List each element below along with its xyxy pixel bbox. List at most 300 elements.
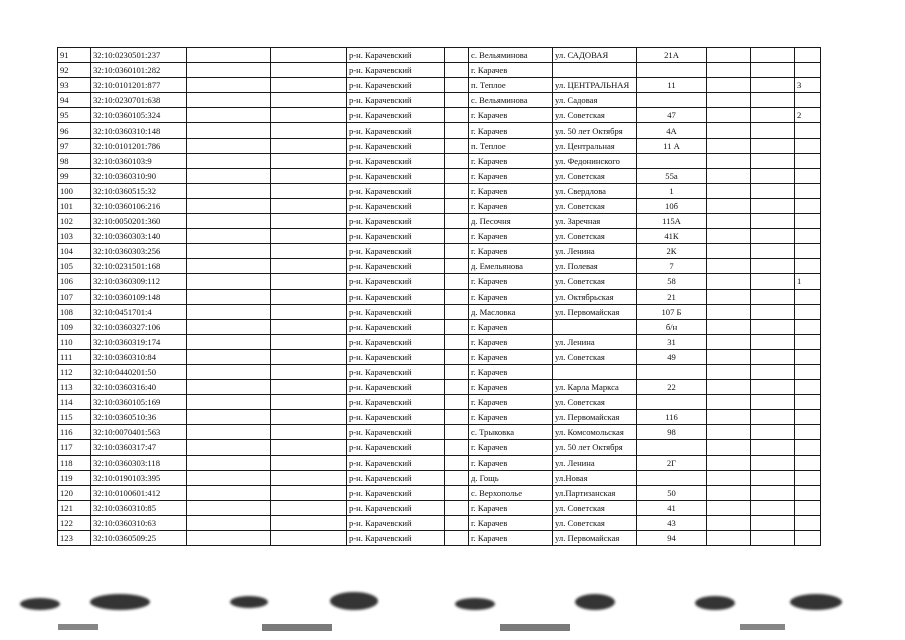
extra-value-cell — [795, 455, 821, 470]
empty-cell — [445, 78, 469, 93]
empty-cell — [271, 470, 347, 485]
empty-cell — [751, 470, 795, 485]
empty-cell — [445, 304, 469, 319]
cadastral-number-cell: 32:10:0360303:256 — [91, 244, 187, 259]
empty-cell — [445, 485, 469, 500]
table-row — [58, 274, 821, 289]
empty-cell — [751, 364, 795, 379]
table-row — [58, 364, 821, 379]
empty-cell — [187, 123, 271, 138]
house-number-cell — [637, 440, 707, 455]
table-row — [58, 214, 821, 229]
empty-cell — [751, 455, 795, 470]
empty-cell — [751, 93, 795, 108]
empty-cell — [187, 515, 271, 530]
street-cell: ул. Советская — [553, 395, 637, 410]
cadastral-number-cell: 32:10:0360327:106 — [91, 319, 187, 334]
street-cell: ул. Советская — [553, 349, 637, 364]
locality-cell: г. Карачев — [469, 274, 553, 289]
cadastral-number-cell: 32:10:0230701:638 — [91, 93, 187, 108]
row-number-cell: 92 — [58, 63, 91, 78]
empty-cell — [271, 485, 347, 500]
empty-cell — [271, 410, 347, 425]
row-number-cell: 96 — [58, 123, 91, 138]
table-body — [58, 48, 821, 546]
locality-cell: д. Масловка — [469, 304, 553, 319]
empty-cell — [445, 455, 469, 470]
land-parcel-table — [57, 47, 821, 546]
empty-cell — [445, 380, 469, 395]
empty-cell — [445, 500, 469, 515]
house-number-cell — [637, 153, 707, 168]
extra-value-cell — [795, 349, 821, 364]
row-number-cell: 108 — [58, 304, 91, 319]
district-cell: р-н. Карачевский — [347, 531, 445, 546]
empty-cell — [445, 364, 469, 379]
cadastral-number-cell: 32:10:0360317:47 — [91, 440, 187, 455]
empty-cell — [707, 274, 751, 289]
table-row — [58, 183, 821, 198]
empty-cell — [187, 425, 271, 440]
empty-cell — [445, 138, 469, 153]
street-cell — [553, 364, 637, 379]
locality-cell: г. Карачев — [469, 319, 553, 334]
scan-noise-strip — [0, 588, 905, 640]
empty-cell — [707, 108, 751, 123]
empty-cell — [187, 470, 271, 485]
extra-value-cell — [795, 395, 821, 410]
empty-cell — [271, 289, 347, 304]
street-cell: ул. 50 лет Октября — [553, 123, 637, 138]
cadastral-number-cell: 32:10:0360103:9 — [91, 153, 187, 168]
district-cell: р-н. Карачевский — [347, 123, 445, 138]
street-cell: ул. Советская — [553, 515, 637, 530]
extra-value-cell — [795, 63, 821, 78]
house-number-cell: 116 — [637, 410, 707, 425]
empty-cell — [751, 485, 795, 500]
empty-cell — [271, 63, 347, 78]
empty-cell — [707, 48, 751, 63]
house-number-cell: 47 — [637, 108, 707, 123]
locality-cell: д. Гощь — [469, 470, 553, 485]
empty-cell — [187, 153, 271, 168]
empty-cell — [707, 515, 751, 530]
extra-value-cell — [795, 319, 821, 334]
locality-cell: г. Карачев — [469, 198, 553, 213]
locality-cell: г. Карачев — [469, 349, 553, 364]
house-number-cell — [637, 364, 707, 379]
empty-cell — [751, 168, 795, 183]
district-cell: р-н. Карачевский — [347, 455, 445, 470]
district-cell: р-н. Карачевский — [347, 93, 445, 108]
empty-cell — [445, 531, 469, 546]
empty-cell — [707, 138, 751, 153]
district-cell: р-н. Карачевский — [347, 500, 445, 515]
house-number-cell — [637, 470, 707, 485]
row-number-cell: 106 — [58, 274, 91, 289]
street-cell: ул. Центральная — [553, 138, 637, 153]
house-number-cell: 31 — [637, 334, 707, 349]
house-number-cell: 58 — [637, 274, 707, 289]
cadastral-number-cell: 32:10:0360510:36 — [91, 410, 187, 425]
empty-cell — [751, 259, 795, 274]
district-cell: р-н. Карачевский — [347, 274, 445, 289]
empty-cell — [271, 108, 347, 123]
empty-cell — [445, 334, 469, 349]
table-row — [58, 425, 821, 440]
empty-cell — [707, 214, 751, 229]
empty-cell — [707, 455, 751, 470]
extra-value-cell — [795, 500, 821, 515]
street-cell: ул. ЦЕНТРАЛЬНАЯ — [553, 78, 637, 93]
empty-cell — [707, 334, 751, 349]
empty-cell — [271, 364, 347, 379]
empty-cell — [707, 289, 751, 304]
cadastral-number-cell: 32:10:0360303:140 — [91, 229, 187, 244]
cadastral-number-cell: 32:10:0360310:63 — [91, 515, 187, 530]
empty-cell — [445, 63, 469, 78]
extra-value-cell — [795, 168, 821, 183]
locality-cell: г. Карачев — [469, 123, 553, 138]
empty-cell — [445, 259, 469, 274]
empty-cell — [271, 531, 347, 546]
empty-cell — [187, 198, 271, 213]
locality-cell: п. Теплое — [469, 138, 553, 153]
locality-cell: г. Карачев — [469, 168, 553, 183]
empty-cell — [445, 470, 469, 485]
table-row — [58, 455, 821, 470]
street-cell: ул. Первомайская — [553, 304, 637, 319]
house-number-cell: 22 — [637, 380, 707, 395]
empty-cell — [187, 183, 271, 198]
empty-cell — [271, 319, 347, 334]
locality-cell: г. Карачев — [469, 289, 553, 304]
row-number-cell: 99 — [58, 168, 91, 183]
empty-cell — [187, 229, 271, 244]
table-row — [58, 289, 821, 304]
district-cell: р-н. Карачевский — [347, 168, 445, 183]
cadastral-number-cell: 32:10:0100601:412 — [91, 485, 187, 500]
empty-cell — [445, 123, 469, 138]
empty-cell — [187, 259, 271, 274]
extra-value-cell — [795, 470, 821, 485]
table-row — [58, 334, 821, 349]
empty-cell — [187, 108, 271, 123]
row-number-cell: 123 — [58, 531, 91, 546]
locality-cell: с. Трыковка — [469, 425, 553, 440]
locality-cell: г. Карачев — [469, 63, 553, 78]
empty-cell — [271, 229, 347, 244]
extra-value-cell — [795, 93, 821, 108]
empty-cell — [751, 395, 795, 410]
street-cell: ул. Ленина — [553, 244, 637, 259]
empty-cell — [271, 500, 347, 515]
cadastral-number-cell: 32:10:0101201:877 — [91, 78, 187, 93]
cadastral-number-cell: 32:10:0360303:118 — [91, 455, 187, 470]
locality-cell: г. Карачев — [469, 153, 553, 168]
empty-cell — [187, 334, 271, 349]
row-number-cell: 111 — [58, 349, 91, 364]
empty-cell — [445, 515, 469, 530]
table-row — [58, 319, 821, 334]
house-number-cell: 49 — [637, 349, 707, 364]
district-cell: р-н. Карачевский — [347, 198, 445, 213]
locality-cell: г. Карачев — [469, 440, 553, 455]
row-number-cell: 93 — [58, 78, 91, 93]
extra-value-cell — [795, 198, 821, 213]
empty-cell — [751, 425, 795, 440]
empty-cell — [271, 198, 347, 213]
district-cell: р-н. Карачевский — [347, 410, 445, 425]
empty-cell — [751, 380, 795, 395]
row-number-cell: 116 — [58, 425, 91, 440]
empty-cell — [187, 244, 271, 259]
empty-cell — [271, 515, 347, 530]
empty-cell — [707, 304, 751, 319]
empty-cell — [707, 198, 751, 213]
empty-cell — [707, 425, 751, 440]
district-cell: р-н. Карачевский — [347, 108, 445, 123]
cadastral-number-cell: 32:10:0360310:148 — [91, 123, 187, 138]
district-cell: р-н. Карачевский — [347, 349, 445, 364]
table-row — [58, 123, 821, 138]
empty-cell — [751, 244, 795, 259]
street-cell: ул. Октябрьская — [553, 289, 637, 304]
empty-cell — [187, 531, 271, 546]
empty-cell — [187, 274, 271, 289]
empty-cell — [751, 214, 795, 229]
empty-cell — [271, 334, 347, 349]
street-cell: ул. Советская — [553, 168, 637, 183]
house-number-cell: 7 — [637, 259, 707, 274]
empty-cell — [187, 304, 271, 319]
empty-cell — [751, 410, 795, 425]
house-number-cell: 21А — [637, 48, 707, 63]
extra-value-cell — [795, 410, 821, 425]
row-number-cell: 105 — [58, 259, 91, 274]
district-cell: р-н. Карачевский — [347, 214, 445, 229]
table-row — [58, 153, 821, 168]
cadastral-number-cell: 32:10:0360509:25 — [91, 531, 187, 546]
extra-value-cell — [795, 485, 821, 500]
cadastral-number-cell: 32:10:0050201:360 — [91, 214, 187, 229]
district-cell: р-н. Карачевский — [347, 485, 445, 500]
empty-cell — [445, 289, 469, 304]
empty-cell — [751, 138, 795, 153]
house-number-cell: 50 — [637, 485, 707, 500]
empty-cell — [707, 78, 751, 93]
district-cell: р-н. Карачевский — [347, 48, 445, 63]
table-row — [58, 48, 821, 63]
cadastral-number-cell: 32:10:0360310:84 — [91, 349, 187, 364]
empty-cell — [751, 63, 795, 78]
table-row — [58, 440, 821, 455]
empty-cell — [187, 455, 271, 470]
table-row — [58, 168, 821, 183]
row-number-cell: 118 — [58, 455, 91, 470]
empty-cell — [707, 440, 751, 455]
cadastral-number-cell: 32:10:0360310:90 — [91, 168, 187, 183]
empty-cell — [445, 440, 469, 455]
cadastral-number-cell: 32:10:0231501:168 — [91, 259, 187, 274]
empty-cell — [187, 168, 271, 183]
extra-value-cell: 3 — [795, 78, 821, 93]
district-cell: р-н. Карачевский — [347, 153, 445, 168]
extra-value-cell — [795, 425, 821, 440]
empty-cell — [187, 78, 271, 93]
empty-cell — [187, 319, 271, 334]
empty-cell — [271, 153, 347, 168]
empty-cell — [707, 531, 751, 546]
empty-cell — [707, 153, 751, 168]
street-cell: ул. Полевая — [553, 259, 637, 274]
empty-cell — [751, 123, 795, 138]
locality-cell: г. Карачев — [469, 455, 553, 470]
extra-value-cell — [795, 244, 821, 259]
house-number-cell: 2Г — [637, 455, 707, 470]
empty-cell — [751, 440, 795, 455]
empty-cell — [271, 168, 347, 183]
house-number-cell — [637, 93, 707, 108]
street-cell: ул. Советская — [553, 229, 637, 244]
empty-cell — [445, 183, 469, 198]
table-row — [58, 138, 821, 153]
row-number-cell: 103 — [58, 229, 91, 244]
empty-cell — [445, 244, 469, 259]
empty-cell — [707, 229, 751, 244]
row-number-cell: 119 — [58, 470, 91, 485]
table-row — [58, 395, 821, 410]
house-number-cell — [637, 395, 707, 410]
extra-value-cell — [795, 289, 821, 304]
row-number-cell: 95 — [58, 108, 91, 123]
street-cell: ул. Первомайская — [553, 410, 637, 425]
table-row — [58, 229, 821, 244]
table-row — [58, 515, 821, 530]
empty-cell — [187, 93, 271, 108]
cadastral-number-cell: 32:10:0360319:174 — [91, 334, 187, 349]
extra-value-cell: 2 — [795, 108, 821, 123]
table-row — [58, 349, 821, 364]
row-number-cell: 109 — [58, 319, 91, 334]
table-row — [58, 304, 821, 319]
empty-cell — [445, 395, 469, 410]
empty-cell — [751, 319, 795, 334]
empty-cell — [271, 183, 347, 198]
street-cell: ул. Советская — [553, 198, 637, 213]
street-cell: ул. Ленина — [553, 455, 637, 470]
extra-value-cell — [795, 334, 821, 349]
locality-cell: г. Карачев — [469, 515, 553, 530]
locality-cell: г. Карачев — [469, 410, 553, 425]
empty-cell — [707, 319, 751, 334]
house-number-cell: 4А — [637, 123, 707, 138]
district-cell: р-н. Карачевский — [347, 183, 445, 198]
extra-value-cell: 1 — [795, 274, 821, 289]
cadastral-number-cell: 32:10:0360109:148 — [91, 289, 187, 304]
extra-value-cell — [795, 48, 821, 63]
empty-cell — [187, 349, 271, 364]
house-number-cell: 10б — [637, 198, 707, 213]
district-cell: р-н. Карачевский — [347, 244, 445, 259]
row-number-cell: 101 — [58, 198, 91, 213]
empty-cell — [707, 93, 751, 108]
district-cell: р-н. Карачевский — [347, 380, 445, 395]
empty-cell — [751, 334, 795, 349]
extra-value-cell — [795, 380, 821, 395]
empty-cell — [187, 138, 271, 153]
table-row — [58, 531, 821, 546]
extra-value-cell — [795, 138, 821, 153]
locality-cell: д. Емельянова — [469, 259, 553, 274]
extra-value-cell — [795, 183, 821, 198]
empty-cell — [271, 244, 347, 259]
locality-cell: с. Вельяминова — [469, 93, 553, 108]
empty-cell — [187, 440, 271, 455]
house-number-cell: 21 — [637, 289, 707, 304]
row-number-cell: 110 — [58, 334, 91, 349]
row-number-cell: 113 — [58, 380, 91, 395]
cadastral-number-cell: 32:10:0360101:282 — [91, 63, 187, 78]
empty-cell — [187, 364, 271, 379]
house-number-cell: 41 — [637, 500, 707, 515]
row-number-cell: 114 — [58, 395, 91, 410]
district-cell: р-н. Карачевский — [347, 470, 445, 485]
empty-cell — [751, 274, 795, 289]
table-row — [58, 78, 821, 93]
district-cell: р-н. Карачевский — [347, 78, 445, 93]
row-number-cell: 100 — [58, 183, 91, 198]
empty-cell — [187, 410, 271, 425]
street-cell: ул. Первомайская — [553, 531, 637, 546]
empty-cell — [271, 48, 347, 63]
locality-cell: г. Карачев — [469, 183, 553, 198]
house-number-cell: 107 Б — [637, 304, 707, 319]
table-row — [58, 93, 821, 108]
row-number-cell: 102 — [58, 214, 91, 229]
table-row — [58, 244, 821, 259]
empty-cell — [445, 198, 469, 213]
house-number-cell: 115А — [637, 214, 707, 229]
empty-cell — [445, 425, 469, 440]
district-cell: р-н. Карачевский — [347, 138, 445, 153]
empty-cell — [707, 259, 751, 274]
cadastral-number-cell: 32:10:0440201:50 — [91, 364, 187, 379]
empty-cell — [271, 214, 347, 229]
cadastral-number-cell: 32:10:0360105:324 — [91, 108, 187, 123]
house-number-cell: 41К — [637, 229, 707, 244]
district-cell: р-н. Карачевский — [347, 425, 445, 440]
street-cell: ул. Советская — [553, 274, 637, 289]
district-cell: р-н. Карачевский — [347, 515, 445, 530]
locality-cell: г. Карачев — [469, 244, 553, 259]
locality-cell: п. Теплое — [469, 78, 553, 93]
row-number-cell: 97 — [58, 138, 91, 153]
empty-cell — [751, 289, 795, 304]
locality-cell: г. Карачев — [469, 380, 553, 395]
extra-value-cell — [795, 364, 821, 379]
table-row — [58, 198, 821, 213]
district-cell: р-н. Карачевский — [347, 229, 445, 244]
street-cell: ул. Советская — [553, 108, 637, 123]
house-number-cell: б/н — [637, 319, 707, 334]
empty-cell — [445, 168, 469, 183]
locality-cell: г. Карачев — [469, 395, 553, 410]
row-number-cell: 121 — [58, 500, 91, 515]
empty-cell — [707, 349, 751, 364]
empty-cell — [445, 229, 469, 244]
cadastral-number-cell: 32:10:0360316:40 — [91, 380, 187, 395]
